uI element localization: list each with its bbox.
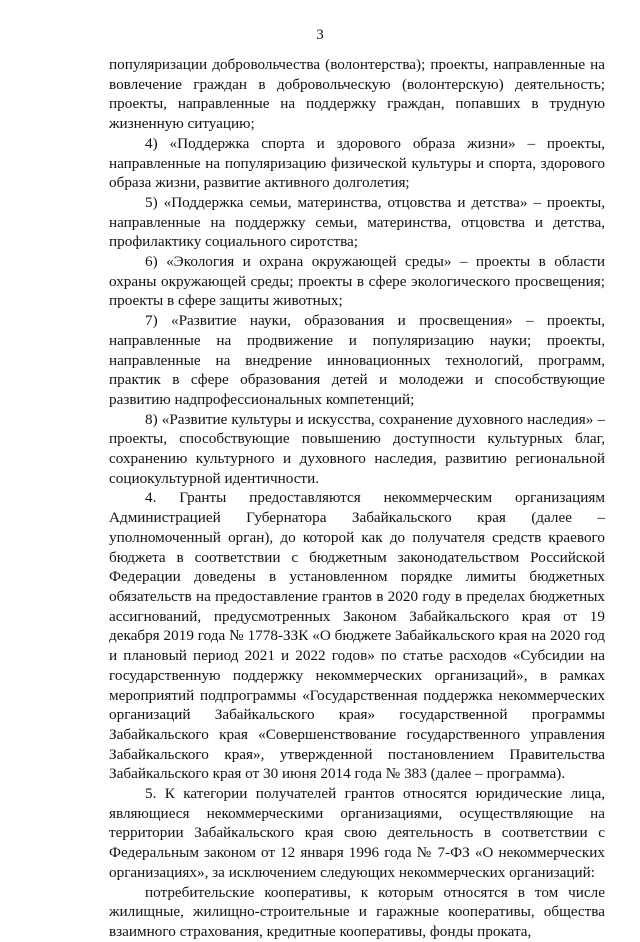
document-body (109, 55, 605, 942)
paragraph-point-4: 4. Гранты предоставляются некоммерческим организациям Администрацией Губернатора Забайкальского края (далее – уполномоченный орган), до которой как до получателя средств краевого бюджета в соответствии с бюджетным законодательством Российской Федерации доведены в установленном порядке лимиты бюджетных обязательств на предоставление грантов в 2020 году в пределах бюджетных ассигнований, предусмотренных Законом Забайкальского края от 19 декабря 2019 года № 1778-ЗЗК «О бюджете Забайкальского края на 2020 год и плановый период 2021 и 2022 годов» по статье расходов «Субсидии на государственную поддержку некоммерческих организаций», в рамках мероприятий подпрограммы «Государственная поддержка некоммерческих организаций Забайкальского края» государственной программы Забайкальского края «Совершенствование государственного управления Забайкальского края», утвержденной постановлением Правительства Забайкальского края от 30 июня 2014 года № 383 (далее – программа). (109, 489, 605, 783)
paragraph-item-4: 4) «Поддержка спорта и здорового образа жизни» – проекты, направленные на популяризацию физической культуры и спорта, здорового образа жизни, развитие активного долголетия; (109, 134, 605, 192)
paragraph-item-7: 7) «Развитие науки, образования и просвещения» – проекты, направленные на продвижение и популяризацию науки; проекты, направленные на внедрение инновационных технологий, программ, практик в сфере образования детей и молодежи и способствующие развитию надпрофессиональных компетенций; (109, 312, 605, 408)
paragraph-item-6: 6) «Экология и охрана окружающей среды» – проекты в области охраны окружающей среды; проекты в сфере экологического просвещения; проекты в сфере защиты животных; (109, 253, 605, 310)
paragraph-point-5: 5. К категории получателей грантов относятся юридические лица, являющиеся некоммерческими организациями, осуществляющие на территории Забайкальского края свою деятельность в соответствии с Федеральным законом от 12 января 1996 года № 7-ФЗ «О некоммерческих организациях», за исключением следующих некоммерческих организаций: (109, 785, 605, 881)
paragraph-item-8: 8) «Развитие культуры и искусства, сохранение духовного наследия» – проекты, способствующие повышению доступности культурных благ, сохранению культурного и духовного наследия, развитию региональной социокультурной идентичности. (109, 410, 605, 487)
paragraph-item-5: 5) «Поддержка семьи, материнства, отцовства и детства» – проекты, направленные на поддержку семьи, материнства, отцовства и детства, профилактику социального сиротства; (109, 193, 605, 251)
paragraph-continuation: популяризации добровольчества (волонтерства); проекты, направленные на вовлечение граждан в добровольческую (волонтерскую) деятельность; проекты, направленные на поддержку граждан, попавших в трудную жизненную ситуацию; (109, 56, 605, 133)
paragraph-exclusion-item: потребительские кооперативы, к которым относятся в том числе жилищные, жилищно-строительные и гаражные кооперативы, общества взаимного страхования, кредитные кооперативы, фонды проката, (109, 883, 605, 940)
page-number: 3 (316, 27, 324, 43)
